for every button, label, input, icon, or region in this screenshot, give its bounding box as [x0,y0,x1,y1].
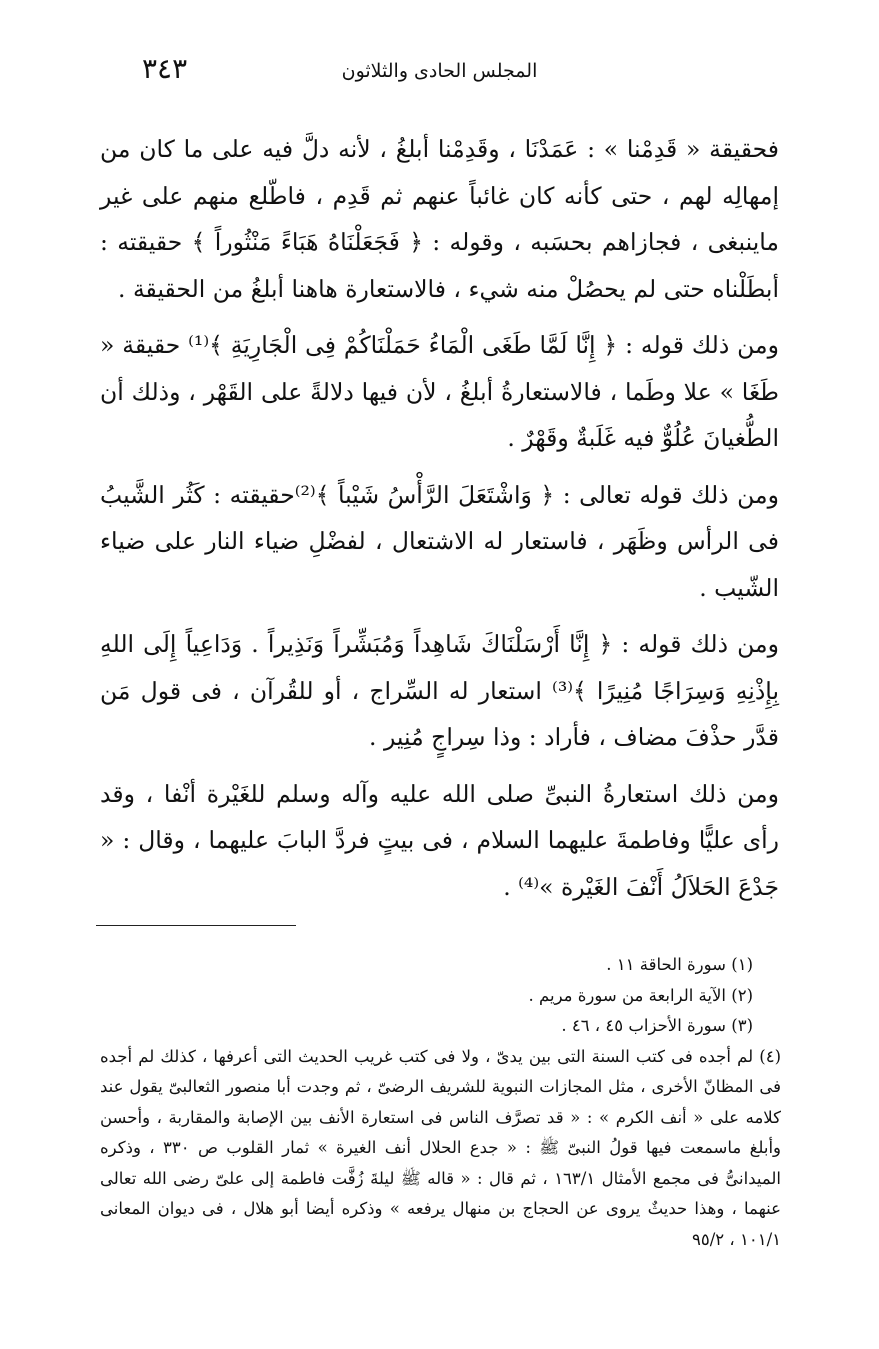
main-text [100,126,779,920]
running-title: المجلس الحادى والثلاثون [341,60,538,82]
footnote: (٣) سورة الأحزاب ٤٥ ، ٤٦ . [561,1016,753,1035]
footnote-divider [96,925,296,926]
paragraph: فحقيقة « قَدِمْنا » : عَمَدْنَا ، وقَدِمْنا أبلغُ ، لأنه دلَّ فيه على ما كان من إمهالِه لهم ، حتى كأنه كان غائباً عنهم ثم قَدِم ، فاطّلع منهم على غير ماينبغى ، فجازاهم بحسَبه ، وقوله : ﴿ فَجَعَلْنَاهُ هَبَاءً مَنْثُوراً ﴾ حقيقته : أبطَلْناه حتى لم يحصُلْ منه شيء ، فالاستعارة هاهنا أبلغُ من الحقيقة . [100,135,779,303]
paragraph: ومن ذلك قوله : ﴿ إِنَّا لَمَّا طَغَى الْمَاءُ حَمَلْنَاكُمْ فِى الْجَارِيَةِ ﴾⁽¹⁾ حقيقة « طَغَا » علا وطَما ، فالاستعارةُ أبلغُ ، لأن فيها دلالةً على القَهْر ، وذلك أن الطُّغيانَ عُلُوٌّ فيه غَلَبةٌ وقَهْرٌ . [100,331,779,452]
footnote: (١) سورة الحاقة ١١ . [606,955,753,974]
page-header [100,52,779,92]
footnote: (٢) الآية الرابعة من سورة مريم . [528,985,753,1005]
paragraph: ومن ذلك قوله تعالى : ﴿ وَاشْتَعَلَ الرَّأْسُ شَيْباً ﴾⁽²⁾حقيقته : كَثُر الشَّيبُ فى الرأس وظَهَر ، فاستعار له الاشتعال ، لفضْلِ ضياء النار على ضياء الشّيب . [100,480,779,602]
footnotes [100,950,781,1255]
paragraph: ومن ذلك قوله : ﴿ إِنَّا أَرْسَلْنَاكَ شَاهِداً وَمُبَشِّراً وَنَذِيراً . وَدَاعِياً إِلَى اللهِ بِإِذْنِهِ وَسِرَاجًا مُنِيرًا ﴾⁽³⁾ استعار له السِّراج ، أو للقُرآن ، فى قول مَن قدَّر حذْفَ مضاف ، فأراد : وذا سِراجٍ مُنِير . [100,630,779,751]
footnote: (٤) لم أجده فى كتب السنة التى بين يدىّ ، ولا فى كتب غريب الحديث التى أعرفها ، كذلك لم أجده فى المظانّ الأخرى ، مثل المجازات النبوية للشريف الرضىّ ، ثم وجدت أبا منصور الثعالبىّ يقول عند كلامه على « أنف الكرم » : « قد تصرَّف الناس فى استعارة الأنف بين الإصابة والمقاربة ، وأحسن وأبلغ ماسمعت فيها قولُ النبىّ ﷺ : « جدع الحلال أنف الغيرة » ثمار القلوب ص ٣٣٠ ، وذكره الميدانىُّ فى مجمع الأمثال ١٦٣/١ ، ثم قال : « قاله ﷺ ليلةَ زُفَّت فاطمة إلى علىّ رضى الله تعالى عنهما ، وهذا حديثٌ يروى عن الحجاج بن منهال يرفعه » وذكره أيضا أبو هلال ، فى ديوان المعانى ١٠١/١ ، ٩٥/٢ [100,1046,782,1249]
page-number: ٣٤٣ [142,52,188,85]
paragraph: ومن ذلك استعارةُ النبىِّ صلى الله عليه وآله وسلم للغَيْرة أنْفا ، وقد رأى عليًّا وفاطمةَ عليهما السلام ، فى بيتٍ فردَّ البابَ عليهما ، وقال : « جَدْعَ الحَلاَلُ أَنْفَ الغَيْرة »⁽⁴⁾ . [100,779,779,901]
